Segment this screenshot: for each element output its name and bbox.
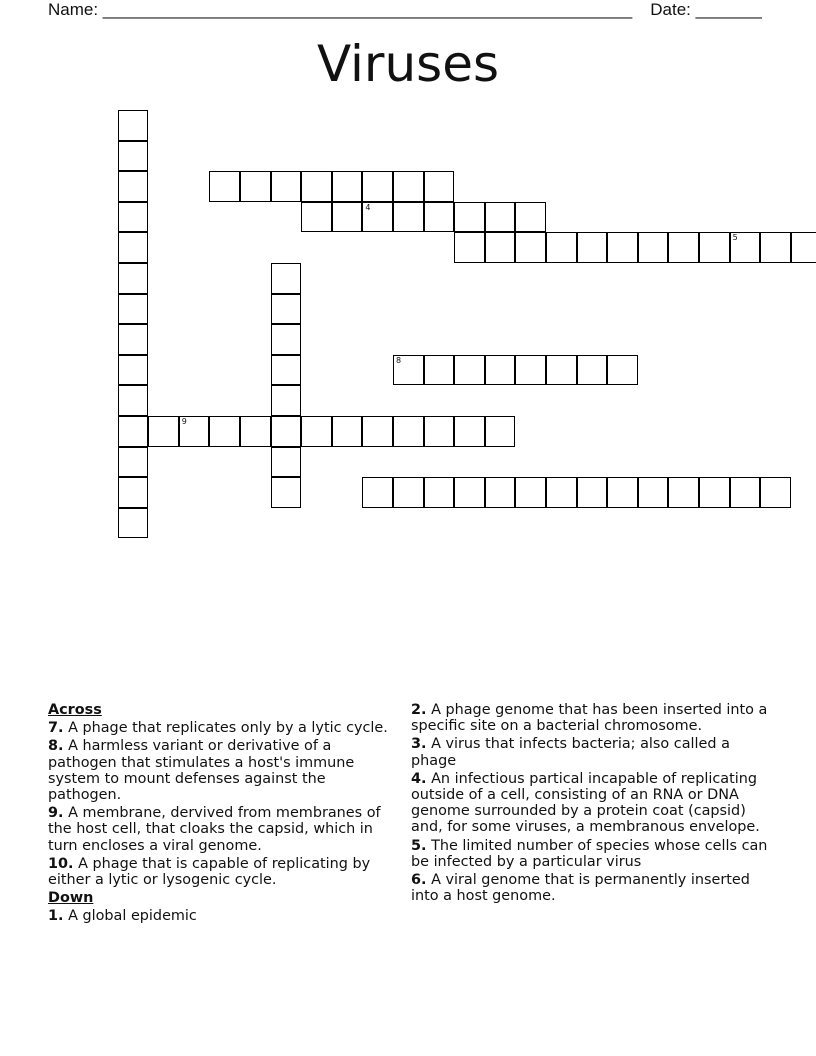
- crossword-cell[interactable]: [332, 416, 363, 447]
- crossword-cell[interactable]: [424, 202, 455, 233]
- crossword-cell[interactable]: [699, 477, 730, 508]
- crossword-cell[interactable]: [485, 477, 516, 508]
- crossword-cell[interactable]: [607, 232, 638, 263]
- crossword-cell[interactable]: [118, 110, 149, 141]
- crossword-cell[interactable]: [362, 477, 393, 508]
- clue-number-label: 8: [396, 355, 402, 365]
- across-heading: Across: [48, 702, 102, 718]
- crossword-cell[interactable]: [424, 171, 455, 202]
- crossword-cell[interactable]: [730, 232, 761, 263]
- crossword-cell[interactable]: [515, 232, 546, 263]
- crossword-cell[interactable]: [118, 141, 149, 172]
- crossword-cell[interactable]: [118, 294, 149, 325]
- crossword-cell[interactable]: [791, 232, 816, 263]
- crossword-cell[interactable]: [271, 355, 302, 386]
- crossword-cell[interactable]: [454, 355, 485, 386]
- crossword-cell[interactable]: [393, 202, 424, 233]
- crossword-cell[interactable]: [118, 385, 149, 416]
- down-heading: Down: [48, 890, 94, 907]
- crossword-cell[interactable]: [271, 171, 302, 202]
- crossword-cell[interactable]: [271, 477, 302, 508]
- crossword-cell[interactable]: [577, 355, 608, 386]
- crossword-cell[interactable]: [638, 477, 669, 508]
- crossword-cell[interactable]: [301, 416, 332, 447]
- crossword-cell[interactable]: [424, 477, 455, 508]
- crossword-cell[interactable]: [699, 232, 730, 263]
- crossword-cell[interactable]: [424, 416, 455, 447]
- crossword-cell[interactable]: [515, 477, 546, 508]
- crossword-cell[interactable]: [546, 355, 577, 386]
- clue-column-left: [48, 702, 398, 927]
- crossword-cell[interactable]: [760, 232, 791, 263]
- crossword-cell[interactable]: [271, 263, 302, 294]
- crossword-cell[interactable]: [301, 202, 332, 233]
- crossword-cell[interactable]: [118, 324, 149, 355]
- crossword-cell[interactable]: [179, 416, 210, 447]
- clue-down-2: 2. A phage genome that has been inserted into a specific site on a bacterial chromosome.: [411, 702, 768, 735]
- crossword-cell[interactable]: [240, 416, 271, 447]
- crossword-cell[interactable]: [454, 477, 485, 508]
- crossword-cell[interactable]: [271, 385, 302, 416]
- crossword-cell[interactable]: [271, 294, 302, 325]
- crossword-cell[interactable]: [393, 416, 424, 447]
- crossword-cell[interactable]: [454, 232, 485, 263]
- crossword-cell[interactable]: [424, 355, 455, 386]
- crossword-cell[interactable]: [118, 508, 149, 539]
- crossword-cell[interactable]: [577, 477, 608, 508]
- crossword-cell[interactable]: [271, 447, 302, 478]
- crossword-cell[interactable]: [148, 416, 179, 447]
- clue-number-label: 9: [181, 417, 187, 426]
- crossword-cell[interactable]: [485, 355, 516, 386]
- crossword-cell[interactable]: [638, 232, 669, 263]
- clue-across-10: 10. A phage that is capable of replicating by either a lytic or lysogenic cycle.: [48, 855, 371, 889]
- crossword-cell[interactable]: [760, 477, 791, 508]
- crossword-cell[interactable]: [546, 477, 577, 508]
- clue-across-7: 7. A phage that replicates only by a lytic cycle.: [48, 720, 388, 737]
- name-field-label[interactable]: Name: ________________________________________________________: [48, 0, 633, 19]
- crossword-cell[interactable]: [362, 202, 393, 233]
- crossword-cell[interactable]: [393, 477, 424, 508]
- crossword-cell[interactable]: [485, 202, 516, 233]
- crossword-cell[interactable]: [118, 202, 149, 233]
- crossword-cell[interactable]: [209, 416, 240, 447]
- crossword-cell[interactable]: [362, 416, 393, 447]
- crossword-cell[interactable]: [546, 232, 577, 263]
- crossword-cell[interactable]: [393, 355, 424, 386]
- clue-down-3: 3. A virus that infects bacteria; also called a phage: [411, 736, 730, 769]
- crossword-cell[interactable]: [454, 202, 485, 233]
- crossword-cell[interactable]: [454, 416, 485, 447]
- clue-across-8: 8. A harmless variant or derivative of a pathogen that stimulates a host's immune system to mount defenses against the pathogen.: [48, 738, 355, 804]
- crossword-cell[interactable]: [209, 171, 240, 202]
- crossword-cell[interactable]: [118, 355, 149, 386]
- clue-column-right: [411, 702, 771, 906]
- clue-down-1: 1. A global epidemic: [48, 908, 197, 925]
- crossword-cell[interactable]: [577, 232, 608, 263]
- crossword-cell[interactable]: [118, 447, 149, 478]
- crossword-cell[interactable]: [668, 477, 699, 508]
- crossword-cell[interactable]: [271, 324, 302, 355]
- crossword-cell[interactable]: [118, 232, 149, 263]
- crossword-cell[interactable]: [271, 416, 302, 447]
- crossword-cell[interactable]: [607, 477, 638, 508]
- crossword-cell[interactable]: [332, 202, 363, 233]
- crossword-cell[interactable]: [118, 477, 149, 508]
- crossword-cell[interactable]: [118, 171, 149, 202]
- clue-across-9: 9. A membrane, dervived from membranes of the host cell, that cloaks the capsid, which in turn encloses a viral genome.: [48, 805, 381, 854]
- crossword-cell[interactable]: [485, 416, 516, 447]
- clue-number-label: 5: [732, 233, 738, 243]
- crossword-cell[interactable]: [668, 232, 699, 263]
- crossword-cell[interactable]: [362, 171, 393, 202]
- clue-number-label: 4: [365, 202, 371, 212]
- crossword-cell[interactable]: [118, 416, 149, 447]
- crossword-cell[interactable]: [515, 355, 546, 386]
- crossword-cell[interactable]: [332, 171, 363, 202]
- crossword-cell[interactable]: [515, 202, 546, 233]
- crossword-cell[interactable]: [393, 171, 424, 202]
- crossword-cell[interactable]: [730, 477, 761, 508]
- crossword-cell[interactable]: [607, 355, 638, 386]
- crossword-cell[interactable]: [118, 263, 149, 294]
- puzzle-title: Viruses: [316, 35, 500, 93]
- date-field-label[interactable]: Date: _______: [650, 0, 762, 19]
- clue-down-4: 4. An infectious partical incapable of replicating outside of a cell, consisting of an RNA or DNA genome surrounded by a protein coat (capsid) and, for some viruses, a membranous envelope.: [411, 770, 760, 836]
- crossword-cell[interactable]: [485, 232, 516, 263]
- crossword-cell[interactable]: [301, 171, 332, 202]
- crossword-cell[interactable]: [240, 171, 271, 202]
- clue-down-5: 5. The limited number of species whose cells can be infected by a particular virus: [411, 837, 768, 870]
- clue-down-6: 6. A viral genome that is permanently inserted into a host genome.: [411, 872, 750, 905]
